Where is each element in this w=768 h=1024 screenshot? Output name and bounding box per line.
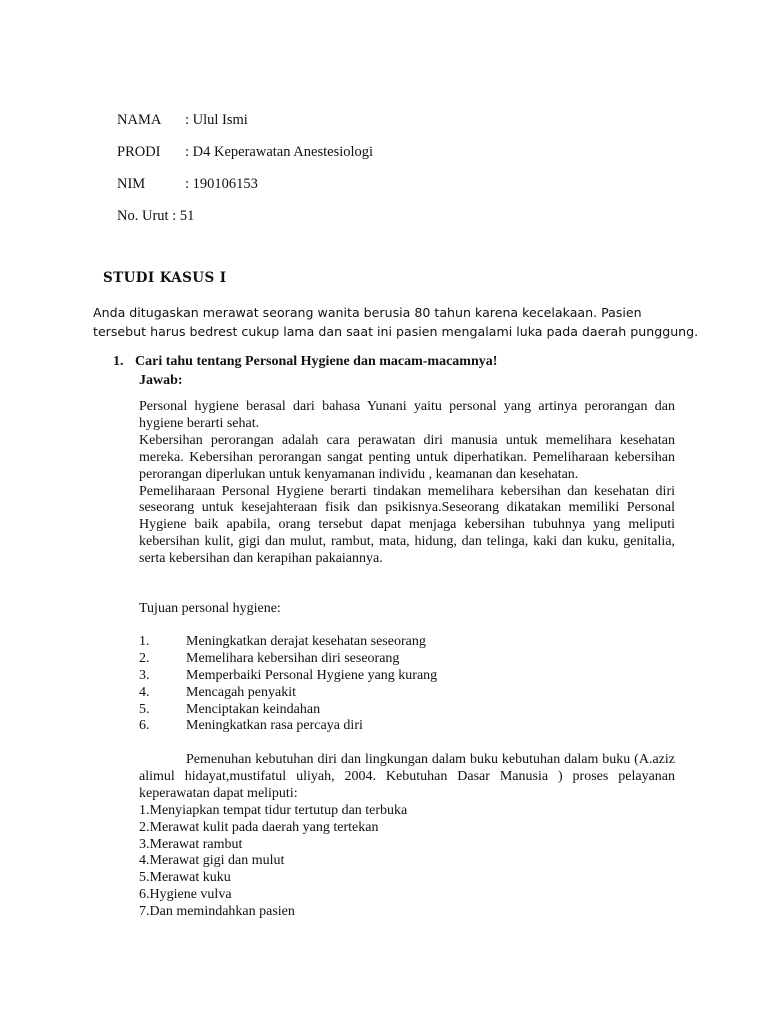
- fulfilment-item: 4.Merawat gigi dan mulut: [139, 853, 285, 869]
- fulfilment-item: 3.Merawat rambut: [139, 836, 243, 852]
- fulfilment-paragraph: Pemenuhan kebutuhan diri dan lingkungan dalam buku kebutuhan dalam buku (A.aziz alimul hidayat,mustifatul uliyah, 2004. Kebutuhan Dasar Manusia ) proses pelayanan keperawatan dapat meliputi:: [139, 752, 675, 801]
- goal-item: [139, 702, 437, 719]
- paragraph: Kebersihan perorangan adalah cara perawatan diri manusia untuk memelihara kesehatan mereka. Kebersihan perorangan sangat penting untuk diperhatikan. Pemeliharaan kebersihan perorangan diperlukan untuk kenyamanan individu , keamanan dan kesehatan.: [139, 432, 675, 482]
- prodi-label: PRODI: [117, 144, 161, 160]
- fulfilment-item: 5.Merawat kuku: [139, 870, 231, 886]
- case-title: STUDI KASUS I: [103, 270, 227, 286]
- goals-title: Tujuan personal hygiene:: [139, 601, 281, 616]
- nama-value: : Ulul Ismi: [185, 112, 248, 128]
- definition-paragraph: [139, 399, 675, 568]
- fulfilment-item: 7.Dan memindahkan pasien: [139, 904, 295, 920]
- identity-nim: [117, 175, 258, 193]
- nim-label: NIM: [117, 176, 146, 192]
- question-number: 1.: [113, 354, 124, 369]
- goal-item: [139, 718, 437, 735]
- urut-value: : 51: [168, 208, 195, 224]
- goal-item: [139, 685, 437, 702]
- goal-number: 6.: [139, 718, 150, 734]
- goal-item: [139, 651, 437, 668]
- question-1: [113, 354, 497, 370]
- goal-text: Mencagah penyakit: [186, 684, 297, 700]
- urut-label: No. Urut: [117, 208, 169, 224]
- goal-number: 2.: [139, 650, 150, 666]
- fulfilment-item: 2.Merawat kulit pada daerah yang tertekan: [139, 819, 379, 835]
- fulfilment-item: 1.Menyiapkan tempat tidur tertutup dan terbuka: [139, 802, 408, 818]
- fulfilment-section: [139, 752, 675, 921]
- intro-line: tersebut harus bedrest cukup lama dan saat ini pasien mengalami luka pada daerah punggung.: [93, 323, 699, 339]
- paragraph: Personal hygiene berasal dari bahasa Yunani yaitu personal yang artinya perorangan dan hygiene berarti sehat.: [139, 399, 675, 431]
- goal-item: [139, 668, 437, 685]
- nim-value: : 190106153: [185, 176, 258, 192]
- goal-number: 1.: [139, 634, 150, 649]
- goal-text: Meningkatkan derajat kesehatan seseorang: [186, 634, 426, 649]
- answer-label: Jawab:: [139, 373, 183, 388]
- identity-nama: [117, 111, 248, 129]
- identity-urut: [117, 207, 194, 225]
- intro-line: Anda ditugaskan merawat seorang wanita berusia 80 tahun karena kecelakaan. Pasien: [93, 305, 642, 320]
- prodi-value: : D4 Keperawatan Anestesiologi: [185, 144, 374, 160]
- goal-number: 3.: [139, 667, 150, 683]
- case-intro: [93, 304, 699, 341]
- question-text: Cari tahu tentang Personal Hygiene dan macam-macamnya!: [135, 354, 498, 369]
- goal-number: 4.: [139, 684, 150, 700]
- identity-prodi: [117, 143, 373, 161]
- goal-text: Menciptakan keindahan: [186, 701, 321, 717]
- goal-text: Meningkatkan rasa percaya diri: [186, 718, 363, 734]
- goal-item: [139, 634, 437, 651]
- goal-text: Memperbaiki Personal Hygiene yang kurang: [186, 667, 438, 683]
- goals-list: [139, 634, 437, 735]
- fulfilment-item: 6.Hygiene vulva: [139, 887, 232, 903]
- nama-label: NAMA: [117, 112, 162, 128]
- goal-text: Memelihara kebersihan diri seseorang: [186, 650, 400, 666]
- paragraph: Pemeliharaan Personal Hygiene berarti tindakan memelihara kebersihan dan kesehatan diri seseorang untuk kesejahteraan fisik dan psikisnya.Seseorang dikatakan memiliki Personal Hygiene baik apabila, orang tersebut dapat menjaga kebersihan tubuhnya yang meliputi kebersihan kulit, gigi dan mulut, rambut, mata, hidung, dan telinga, kaki dan kuku, genitalia, serta kebersihan dan kerapihan pakaiannya.: [139, 483, 675, 567]
- goal-number: 5.: [139, 701, 150, 717]
